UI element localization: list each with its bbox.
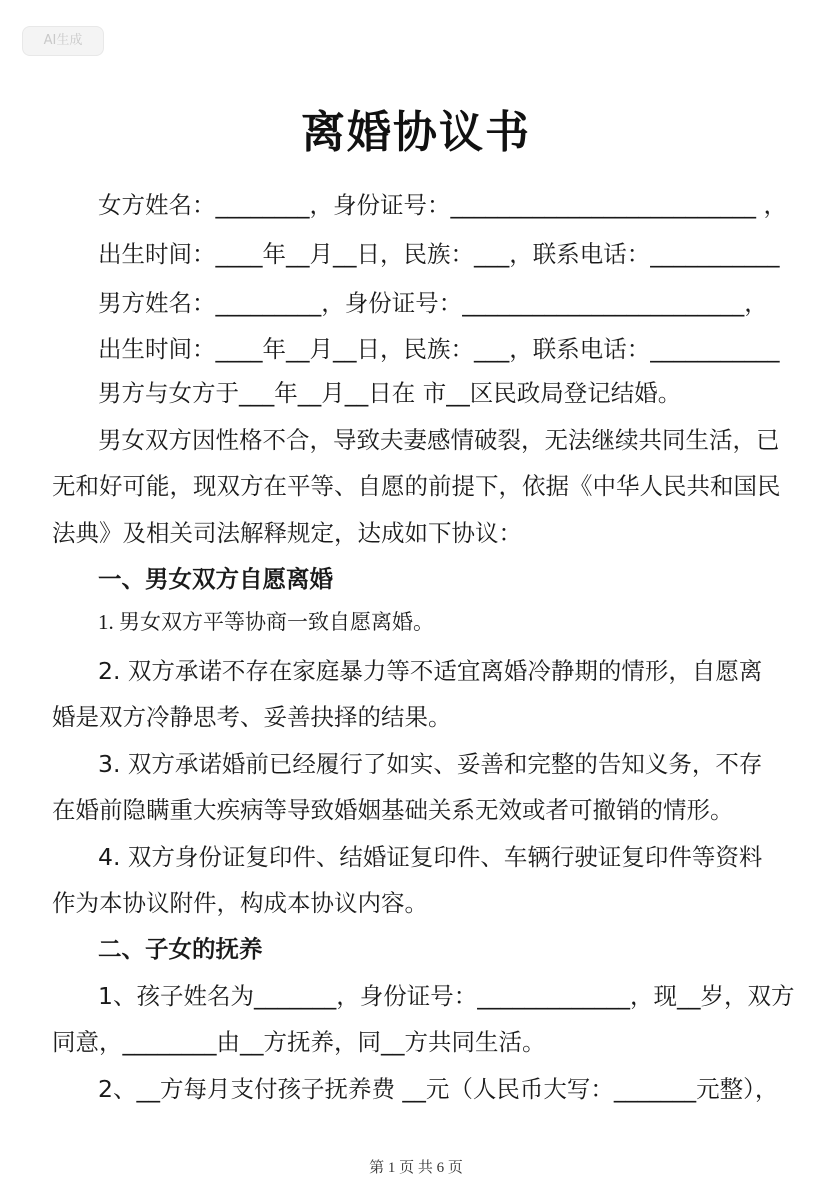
document-title: 离婚协议书 (301, 107, 531, 158)
male-name-id-line: 男方姓名：_________，身份证号：________________________， (98, 289, 768, 317)
clause-1-4-line-1: 4. 双方身份证复印件、结婚证复印件、车辆行驶证复印件等资料 (98, 843, 763, 871)
clause-2-2-line-1: 2、__方每月支付孩子抚养费 __元（人民币大写：_______元整）， (98, 1075, 779, 1103)
clause-1-2-line-2: 婚是双方冷静思考、妥善抉择的结果。 (52, 703, 452, 731)
ai-generated-badge: AI生成 (22, 26, 104, 56)
preamble-line-1: 男女双方因性格不合，导致夫妻感情破裂，无法继续共同生活，已 (98, 426, 780, 454)
male-birth-contact-line: 出生时间：____年__月__日，民族：___，联系电话：___________ (98, 335, 780, 363)
clause-2-1-line-2: 同意，________由__方抚养，同__方共同生活。 (52, 1028, 546, 1056)
preamble-line-2: 无和好可能，现双方在平等、自愿的前提下，依据《中华人民共和国民 (52, 472, 781, 500)
female-birth-contact-line: 出生时间：____年__月__日，民族：___，联系电话：___________ (98, 240, 780, 268)
clause-1-2-line-1: 2. 双方承诺不存在家庭暴力等不适宜离婚冷静期的情形，自愿离 (98, 657, 763, 685)
preamble-line-3: 法典》及相关司法解释规定，达成如下协议： (52, 519, 522, 547)
clause-2-1-line-1: 1、孩子姓名为_______，身份证号：_____________，现__岁，双方 (98, 982, 795, 1010)
clause-1-1: 1. 男女双方平等协商一致自愿离婚。 (98, 610, 434, 634)
page-number-footer: 第 1 页 共 6 页 (369, 1160, 463, 1176)
female-name-id-line: 女方姓名：________，身份证号：__________________________ ， (98, 191, 787, 219)
clause-1-4-line-2: 作为本协议附件，构成本协议内容。 (52, 889, 428, 917)
clause-1-3-line-2: 在婚前隐瞒重大疾病等导致婚姻基础关系无效或者可撤销的情形。 (52, 796, 734, 824)
marriage-registration-line: 男方与女方于___年__月__日在 市__区民政局登记结婚。 (98, 379, 682, 407)
section-heading-children: 二、子女的抚养 (98, 935, 263, 963)
section-heading-divorce: 一、男女双方自愿离婚 (98, 565, 333, 593)
clause-1-3-line-1: 3. 双方承诺婚前已经履行了如实、妥善和完整的告知义务，不存 (98, 750, 763, 778)
